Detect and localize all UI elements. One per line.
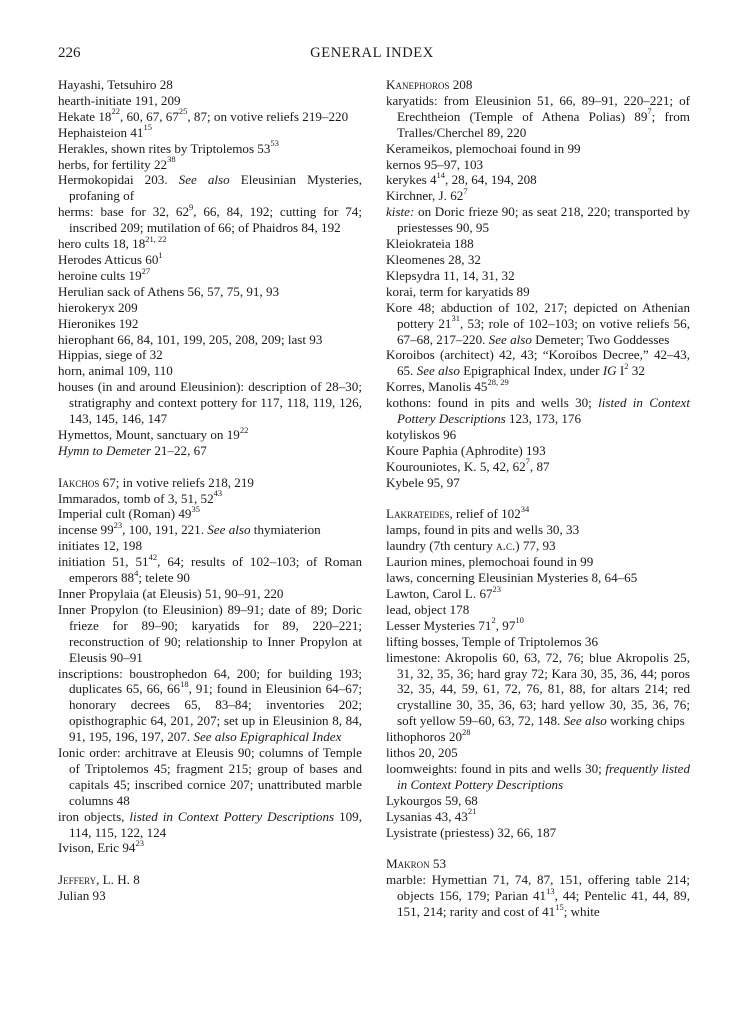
index-entry <box>58 666 362 746</box>
entry-text: 21–22, 67 <box>151 442 207 458</box>
entry-text: Lawton, Carol L. 67 <box>386 585 493 601</box>
index-entry <box>58 872 362 888</box>
index-entry <box>386 77 690 93</box>
section-gap <box>386 840 690 856</box>
entry-text: ; telete 90 <box>138 570 190 586</box>
entry-text: Herakles, shown rites by Triptolemos 53 <box>58 140 271 156</box>
entry-text: kernos 95–97, 103 <box>386 156 484 172</box>
index-entry <box>386 506 690 522</box>
footnote-ref: 23 <box>135 838 144 849</box>
entry-text: lithos 20, 205 <box>386 745 458 761</box>
entry-text: Hieronikes 192 <box>58 315 139 331</box>
entry-text: Lesser Mysteries 71 <box>386 617 492 633</box>
entry-text: Hippias, siege of 32 <box>58 347 163 363</box>
entry-text: Kleomenes 28, 32 <box>386 251 481 267</box>
index-entry <box>58 488 362 507</box>
entry-text: , 53; role of 102–103; on votive reliefs 56, 67–68, 217–220. <box>397 315 690 347</box>
index-entry <box>58 443 362 459</box>
footnote-ref: 43 <box>213 488 223 499</box>
entry-text: Julian 93 <box>58 888 106 904</box>
entry-text: I <box>616 363 625 379</box>
entry-text: Lykourgos 59, 68 <box>386 792 478 808</box>
entry-text: Kourouniotes, K. 5, 42, 62 <box>386 458 526 474</box>
entry-text: , 60, 67, 67 <box>119 108 179 124</box>
entry-text: ) 77, 93 <box>515 538 556 554</box>
entry-text: loomweights: found in pits and wells 30; <box>386 760 606 776</box>
entry-text: kerykes 4 <box>386 172 437 188</box>
footnote-ref: 23 <box>113 520 123 530</box>
entry-text: laws, concerning Eleusinian Mysteries 8, 64–65 <box>386 570 638 586</box>
section-gap <box>58 459 362 475</box>
footnote-ref: 34 <box>520 504 530 515</box>
entry-text: , 64; results of 102–103; of Roman emperors 88 <box>69 554 362 586</box>
index-entry <box>58 586 362 602</box>
footnote-ref: 38 <box>167 154 176 165</box>
index-entry <box>386 761 690 793</box>
footnote-ref: 22 <box>111 106 120 117</box>
index-entry <box>58 424 362 443</box>
left-column <box>58 77 362 904</box>
entry-text: 32 <box>628 363 645 379</box>
entry-text: houses (in and around Eleusinion): description of 28–30; stratigraphy and context pottery for 117, 118, 119, 126, 143, 145, 146, 147 <box>58 379 362 427</box>
index-entry <box>386 284 690 300</box>
footnote-ref: 27 <box>141 265 151 276</box>
entry-text: herms: base for 32, 62 <box>58 204 190 220</box>
index-entry <box>386 726 690 745</box>
footnote-ref: 9 <box>189 201 194 212</box>
entry-text: 208 <box>449 77 473 92</box>
italic-text: frequently listed in Context Pottery Descriptions <box>397 760 690 792</box>
index-entry <box>58 363 362 379</box>
italic-text: kiste: <box>386 204 415 220</box>
entry-text: limestone: Akropolis 60, 63, 72, 76; blue Akropolis 25, 31, 32, 35, 36; hard gray 72; Kara 30, 35, 36, 44; poros 32, 35, 44, 59, 61, 72, 76, 81, 88, for altars 214; red crystalline 30, 35, 36, 63; hard yellow 30, 35, 36, 76; soft yellow 59–60, 63, 72, 148. <box>386 649 690 729</box>
index-entry <box>58 522 362 538</box>
index-entry <box>386 745 690 761</box>
entry-text: karyatids: from Eleusinion 51, 66, 89–91, 220–221; of Erechtheion (Temple of Athena Polias) 89 <box>386 92 690 124</box>
footnote-ref: 7 <box>647 106 652 117</box>
italic-text: listed in Context Pottery Descriptions <box>129 808 335 824</box>
entry-text: Laurion mines, plemochoai found in 99 <box>386 554 594 570</box>
footnote-ref: 28 <box>462 726 471 737</box>
entry-text: hierophant 66, 84, 101, 199, 205, 208, 209; last 93 <box>58 331 323 347</box>
index-entry <box>386 570 690 586</box>
entry-text: 109, 114, 115, 122, 124 <box>69 808 362 840</box>
footnote-ref: 15 <box>555 901 564 912</box>
index-entry <box>58 106 362 125</box>
entry-text: , 87; on votive reliefs 219–220 <box>187 108 349 124</box>
entry-text: Kirchner, J. 62 <box>386 188 464 204</box>
entry-text: Koroibos (architect) 42, 43; “Koroibos Decree,” 42–43, 65. <box>386 347 690 379</box>
index-entry <box>386 204 690 236</box>
entry-text: iron objects, <box>58 808 130 824</box>
entry-text: 67; in votive reliefs 218, 219 <box>99 474 254 490</box>
index-entry <box>386 395 690 427</box>
italic-text: See also <box>416 363 460 379</box>
entry-text: Herodes Atticus 60 <box>58 251 159 267</box>
entry-text: thymiaterion <box>250 522 321 538</box>
footnote-ref: 4 <box>134 567 139 578</box>
italic-text: listed in Context Pottery Descriptions <box>397 395 690 427</box>
footnote-ref: 2 <box>491 615 496 626</box>
entry-text: Kybele 95, 97 <box>386 474 460 490</box>
footnote-ref: 2 <box>624 360 629 371</box>
entry-text: hierokeryx 209 <box>58 299 138 315</box>
entry-text: Kerameikos, plemochoai found in 99 <box>386 140 581 156</box>
entry-text: , 66, 84, 192; cutting for 74; inscribed 209; mutilation of 66; of Phaidros 84, 192 <box>69 204 362 236</box>
index-entry <box>386 825 690 841</box>
footnote-ref: 25 <box>178 106 188 117</box>
entry-text: Hymettos, Mount, sanctuary on 19 <box>58 426 240 442</box>
index-entry <box>58 840 362 856</box>
index-entry <box>58 602 362 666</box>
index-entry <box>58 77 362 93</box>
index-entry <box>386 347 690 379</box>
entry-text: lamps, found in pits and wells 30, 33 <box>386 522 580 538</box>
entry-text: , 97 <box>495 617 516 633</box>
entry-text: Kleiokrateia 188 <box>386 236 474 252</box>
index-entry <box>386 141 690 157</box>
page-number: 226 <box>58 45 81 61</box>
italic-text: Hymn to Demeter <box>58 442 152 458</box>
index-entry <box>58 809 362 841</box>
entry-text: , 28, 64, 194, 208 <box>445 172 537 188</box>
entry-text: , relief of 102 <box>449 506 521 522</box>
section-gap <box>386 491 690 507</box>
small-caps-text: Lakrateides <box>386 506 450 522</box>
index-entry <box>58 745 362 809</box>
footnote-ref: 31 <box>451 313 460 324</box>
entry-text: heroine cults 19 <box>58 267 142 283</box>
entry-text: korai, term for karyatids 89 <box>386 283 530 299</box>
page-title: GENERAL INDEX <box>310 45 434 61</box>
italic-text: See also <box>207 522 251 538</box>
entry-text: Imperial cult (Roman) 49 <box>58 506 192 522</box>
index-entry <box>386 376 690 395</box>
entry-text: Kore 48; abduction of 102, 217; depicted on Athenian pottery 21 <box>386 299 690 331</box>
entry-text: incense 99 <box>58 522 114 538</box>
entry-text: hero cults 18, 18 <box>58 236 146 252</box>
entry-text: , 44; Pentelic 41, 44, 89, 151, 214; rarity and cost of 41 <box>397 888 690 920</box>
entry-text: herbs, for fertility 22 <box>58 156 168 172</box>
index-entry <box>386 236 690 252</box>
index-entry <box>58 172 362 204</box>
index-entry <box>58 475 362 491</box>
footnote-ref: 35 <box>191 504 200 515</box>
index-entry <box>58 506 362 522</box>
entry-text: Immarados, tomb of 3, 51, 52 <box>58 490 214 506</box>
entry-text: Lysistrate (priestess) 32, 66, 187 <box>386 824 557 840</box>
entry-text: Hayashi, Tetsuhiro 28 <box>58 77 173 92</box>
entry-text: Ionic order: architrave at Eleusis 90; columns of Temple of Triptolemos 45; fragment 215; group of bases and capitals 45; inscribed cornice 207; unattributed marble columns 48 <box>58 745 362 808</box>
index-entry <box>58 138 362 157</box>
footnote-ref: 10 <box>515 615 524 626</box>
page-header <box>58 45 686 67</box>
entry-text: Demeter; Two Goddesses <box>531 331 670 347</box>
index-entry <box>58 93 362 109</box>
entry-text: Epigraphical Index, under <box>459 363 603 379</box>
index-entry <box>386 157 690 173</box>
index-entry <box>58 300 362 316</box>
index-entry <box>386 252 690 268</box>
small-caps-text: Jeffery <box>58 872 97 888</box>
entry-text: Herulian sack of Athens 56, 57, 75, 91, 93 <box>58 283 280 299</box>
entry-text: 123, 173, 176 <box>505 411 582 427</box>
italic-text: See also <box>178 172 230 188</box>
italic-text: See also <box>488 331 532 347</box>
index-entry <box>386 856 690 872</box>
italic-text: IG <box>602 363 617 379</box>
index-entry <box>58 316 362 332</box>
index-entry <box>386 602 690 618</box>
index-entry <box>386 538 690 554</box>
entry-text: ; white <box>563 904 600 920</box>
index-entry <box>386 615 690 634</box>
entry-text: Inner Propylaia (at Eleusis) 51, 90–91, 220 <box>58 585 284 601</box>
index-entry <box>386 172 690 188</box>
index-entry <box>58 201 362 236</box>
italic-text: See also Epigraphical Index <box>193 729 342 745</box>
entry-text: Eleusinian Mysteries, profaning of <box>69 172 362 204</box>
section-gap <box>58 856 362 872</box>
footnote-ref: 21, 22 <box>145 233 167 244</box>
entry-text: laundry (7th century <box>386 538 497 554</box>
entry-text: Lysanias 43, 43 <box>386 808 468 824</box>
entry-text: inscriptions: boustrophedon 64, 200; for building 193; duplicates 65, 66, 66 <box>58 665 362 697</box>
entry-text: Hermokopidai 203. <box>58 172 179 188</box>
entry-text: lifting bosses, Temple of Triptolemos 36 <box>386 633 598 649</box>
index-entry <box>386 806 690 825</box>
entry-text: lead, object 178 <box>386 601 470 617</box>
entry-text: horn, animal 109, 110 <box>58 363 173 379</box>
footnote-ref: 22 <box>239 424 249 435</box>
entry-text: Hekate 18 <box>58 108 112 124</box>
index-entry <box>386 793 690 809</box>
entry-text: Korres, Manolis 45 <box>386 379 488 395</box>
entry-text: Ivison, Eric 94 <box>58 840 136 856</box>
footnote-ref: 23 <box>492 583 502 594</box>
index-entry <box>58 154 362 173</box>
entry-text: initiation 51, 51 <box>58 554 149 570</box>
entry-text: marble: Hymettian 71, 74, 87, 151, offering table 214; objects 156, 179; Parian 41 <box>386 872 690 904</box>
index-entry <box>386 443 690 459</box>
index-entry <box>386 300 690 348</box>
entry-text: working chips <box>606 713 685 729</box>
index-entry <box>386 634 690 650</box>
right-column <box>386 77 690 920</box>
index-entry <box>58 233 362 252</box>
footnote-ref: 53 <box>270 138 279 149</box>
index-entry <box>58 888 362 904</box>
index-entry <box>386 93 690 141</box>
entry-text: , 91; found in Eleusinion 64–67; honorary decrees 65, 83–84; inventories 202; opisthographic 64, 201, 207; set up in Eleusinion 8, 84, 91, 195, 196, 197, 207. <box>69 681 363 745</box>
small-caps-text: Kanephoros <box>386 77 450 92</box>
entry-text: Koure Paphia (Aphrodite) 193 <box>386 442 546 458</box>
entry-text: hearth-initiate 191, 209 <box>58 92 181 108</box>
entry-text: kothons: found in pits and wells 30; <box>386 395 599 411</box>
index-entry <box>386 268 690 284</box>
footnote-ref: 28, 29 <box>487 376 509 387</box>
entry-text: lithophoros 20 <box>386 729 463 745</box>
index-entry <box>58 347 362 363</box>
entry-text: ; from Tralles/Cherchel 89, 220 <box>397 108 690 140</box>
entry-text: on Doric frieze 90; as seat 218, 220; transported by priestesses 90, 95 <box>397 204 690 236</box>
entry-text: , L. H. 8 <box>96 872 140 888</box>
index-entry <box>58 265 362 284</box>
entry-text: , 87 <box>529 458 550 474</box>
entry-text: 53 <box>429 856 447 872</box>
entry-text: initiates 12, 198 <box>58 538 143 554</box>
footnote-ref: 15 <box>143 122 152 133</box>
index-entry <box>58 122 362 141</box>
footnote-ref: 7 <box>463 185 468 196</box>
index-entry <box>386 650 690 730</box>
small-caps-text: Iakchos <box>58 474 100 490</box>
entry-text: , 100, 191, 221. <box>122 522 208 538</box>
footnote-ref: 42 <box>148 551 158 562</box>
footnote-ref: 7 <box>525 456 530 467</box>
footnote-ref: 13 <box>546 885 555 896</box>
index-entry <box>58 284 362 300</box>
italic-text: See also <box>563 713 607 729</box>
index-entry <box>386 475 690 491</box>
index-entry <box>58 538 362 554</box>
index-entry <box>386 185 690 204</box>
index-entry <box>58 551 362 586</box>
index-entry <box>58 249 362 268</box>
index-entry <box>58 379 362 427</box>
index-entry <box>58 332 362 348</box>
entry-text: Inner Propylon (to Eleusinion) 89–91; date of 89; Doric frieze for 89–90; karyatids for 89, 220–221; reconstruction of 90; relationship to Inner Propylon at Eleusis 90–91 <box>58 601 362 665</box>
index-entry <box>386 554 690 570</box>
footnote-ref: 1 <box>158 249 163 260</box>
index-entry <box>386 427 690 443</box>
footnote-ref: 18 <box>180 679 189 690</box>
index-entry <box>386 872 690 920</box>
entry-text: Hephaisteion 41 <box>58 124 144 140</box>
index-entry <box>386 456 690 475</box>
index-entry <box>386 583 690 602</box>
footnote-ref: 14 <box>436 170 446 181</box>
small-caps-text: a.c. <box>496 538 516 554</box>
small-caps-text: Makron <box>386 856 430 872</box>
index-entry <box>386 522 690 538</box>
entry-text: Klepsydra 11, 14, 31, 32 <box>386 267 515 283</box>
footnote-ref: 21 <box>467 806 477 817</box>
entry-text: kotyliskos 96 <box>386 426 457 442</box>
